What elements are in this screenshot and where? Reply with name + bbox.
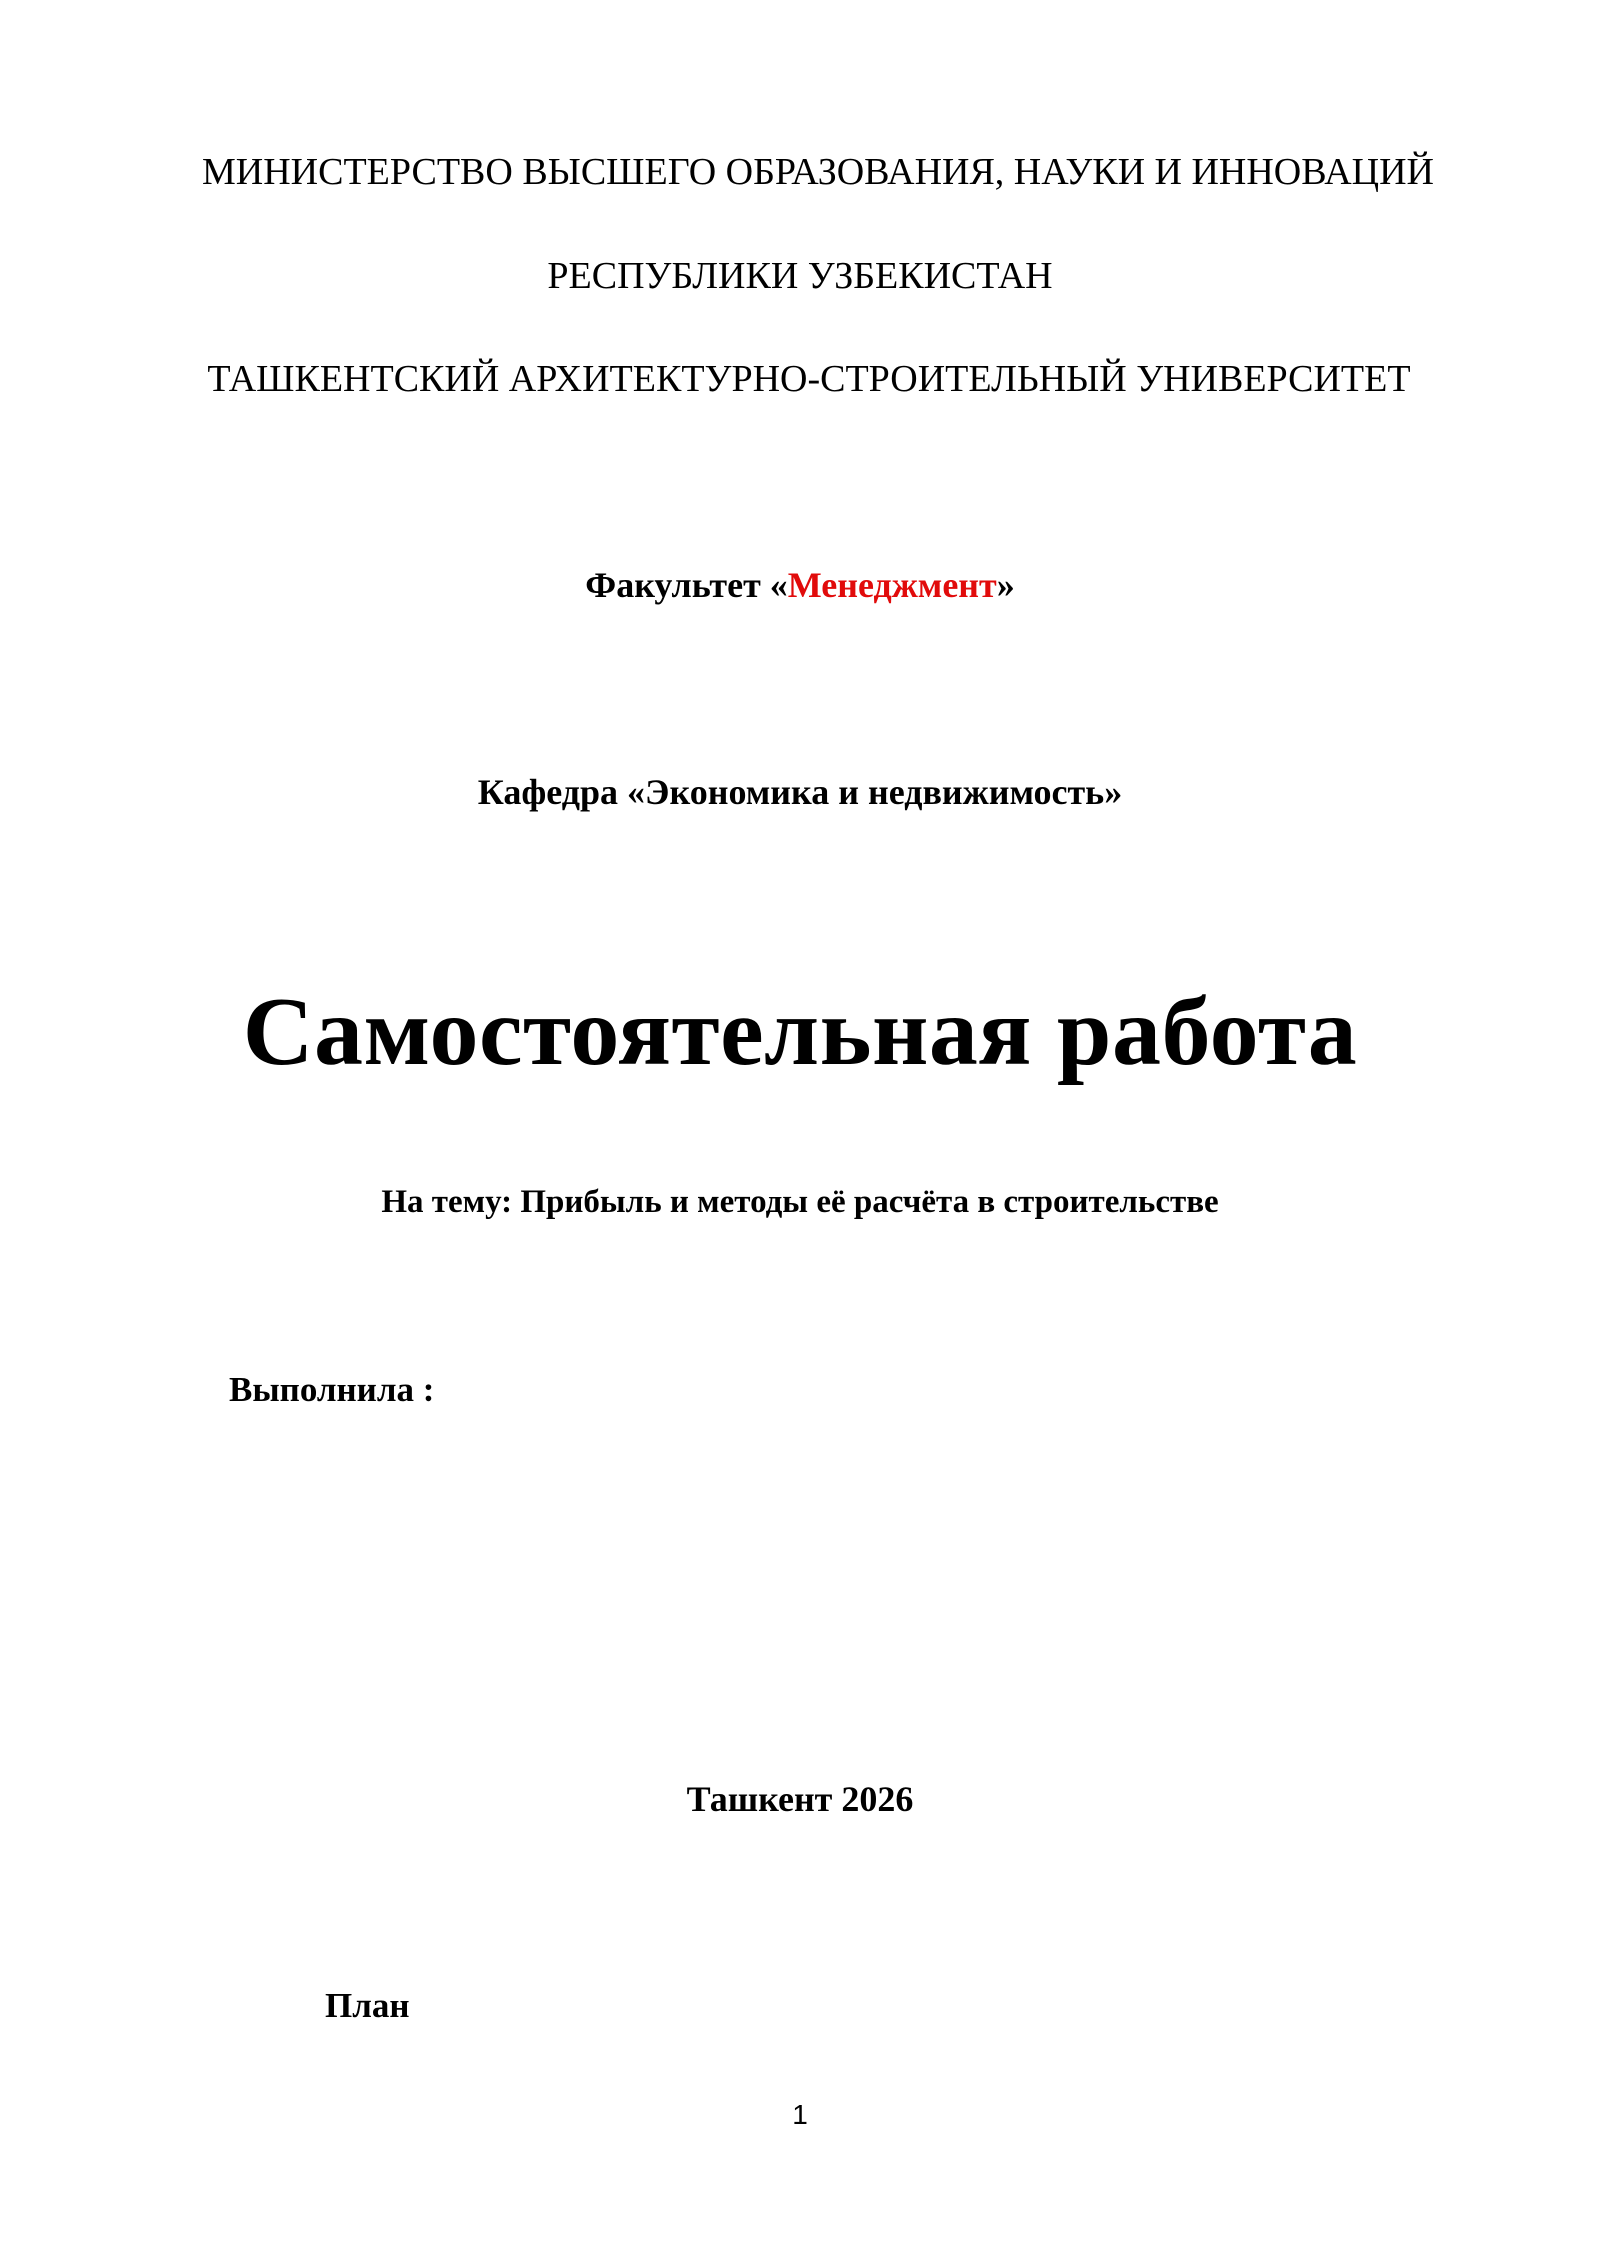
republic-heading: РЕСПУБЛИКИ УЗБЕКИСТАН (547, 255, 1053, 297)
department-line: Кафедра «Экономика и недвижимость» (477, 772, 1123, 812)
topic-line: На тему: Прибыль и методы её расчёта в строительстве (381, 1184, 1219, 1220)
faculty-name: Менеджмент (787, 565, 997, 605)
document-title: Самостоятельная работа (242, 978, 1358, 1086)
city-year: Ташкент 2026 (686, 1779, 914, 1819)
university-heading (0, 360, 1600, 398)
ministry-text: МИНИСТЕРСТВО ВЫСШЕГО ОБРАЗОВАНИЯ, НАУКИ И ИННОВАЦИЙ (202, 151, 1434, 193)
page-number: 1 (792, 2099, 808, 2130)
ministry-heading (0, 153, 1600, 191)
faculty-suffix: » (996, 565, 1015, 605)
faculty-line (0, 567, 1600, 603)
performed-by-label: Выполнила : (229, 1370, 435, 1409)
faculty-prefix: Факультет « (585, 565, 788, 605)
plan-heading: План (325, 1986, 410, 2025)
university-text: ТАШКЕНТСКИЙ АРХИТЕКТУРНО-СТРОИТЕЛЬНЫЙ УНИВЕРСИТЕТ (207, 358, 1411, 400)
